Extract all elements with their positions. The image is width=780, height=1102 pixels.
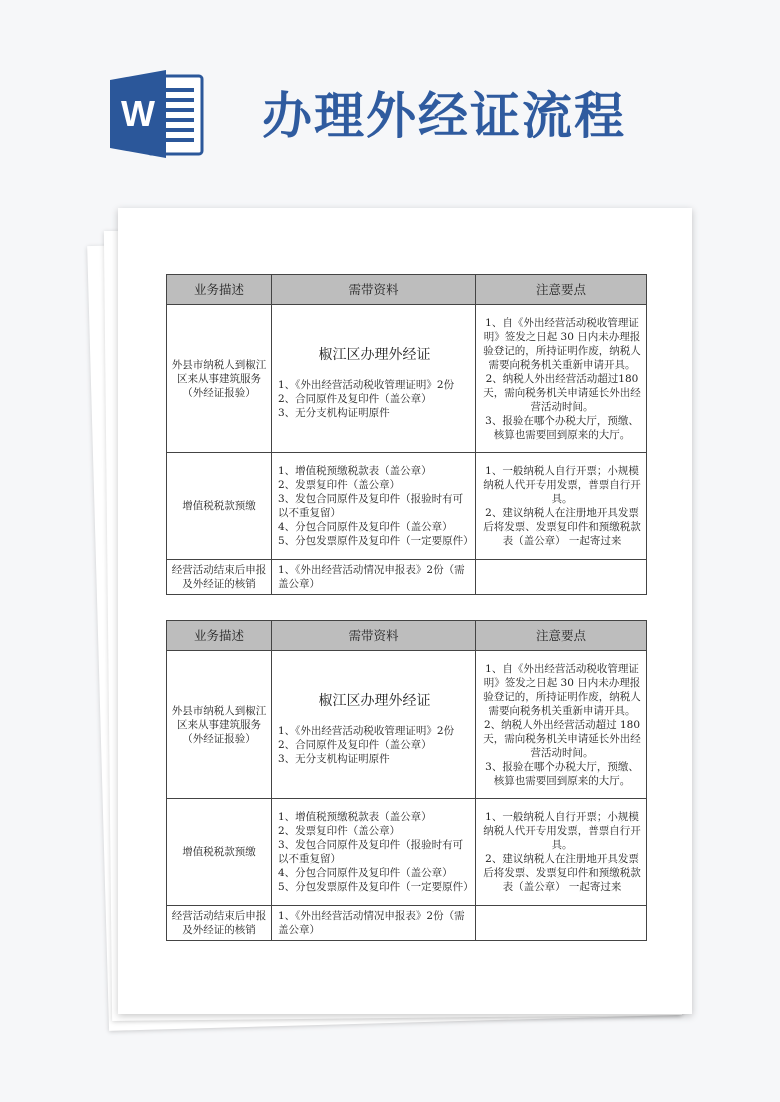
material-item: 3、无分支机构证明原件 bbox=[278, 752, 390, 765]
material-item: 4、分包合同原件及复印件（盖公章） bbox=[278, 867, 453, 879]
material-item: 1、增值税预缴税款表（盖公章） bbox=[278, 811, 432, 823]
materials-cell bbox=[272, 799, 476, 906]
notes-cell bbox=[476, 906, 647, 941]
word-icon bbox=[108, 68, 206, 160]
column-header: 注意要点 bbox=[476, 621, 647, 651]
note-item: 1、一般纳税人自行开票；小规模纳税人代开专用发票，普票自行开具。 bbox=[483, 465, 641, 505]
note-item: 2、建议纳税人在注册地开具发票后将发票、发票复印件和预缴税款表（盖公章） 一起寄过来 bbox=[483, 853, 641, 893]
column-header: 注意要点 bbox=[476, 275, 647, 305]
table-row bbox=[167, 453, 647, 560]
material-item: 2、发票复印件（盖公章） bbox=[278, 825, 401, 837]
material-item: 1、《外出经营活动情况申报表》2份（需盖公章） bbox=[278, 910, 465, 936]
table-header-row bbox=[167, 621, 647, 651]
material-item: 3、发包合同原件及复印件（报验时有可以不重复留） bbox=[278, 493, 464, 519]
material-item: 1、《外出经营活动情况申报表》2份（需盖公章） bbox=[278, 564, 465, 590]
table-row bbox=[167, 560, 647, 595]
column-header: 需带资料 bbox=[272, 275, 476, 305]
note-item: 3、报验在哪个办税大厅，预缴、核算也需要回到原来的大厅。 bbox=[485, 414, 639, 441]
column-header: 业务描述 bbox=[167, 275, 272, 305]
material-item: 5、分包发票原件及复印件（一定要原件） bbox=[278, 881, 474, 893]
page-title: 办理外经证流程 bbox=[262, 87, 626, 145]
table-row bbox=[167, 799, 647, 906]
material-item: 4、分包合同原件及复印件（盖公章） bbox=[278, 521, 453, 533]
note-item: 1、一般纳税人自行开票；小规模纳税人代开专用发票，普票自行开具。 bbox=[483, 811, 641, 851]
notes-cell bbox=[476, 651, 647, 799]
business-description: 外县市纳税人到椒江区来从事建筑服务（外经证报验） bbox=[167, 651, 272, 799]
material-item: 1、增值税预缴税款表（盖公章） bbox=[278, 465, 432, 477]
svg-text:W: W bbox=[121, 93, 155, 134]
business-description: 增值税税款预缴 bbox=[167, 453, 272, 560]
business-description: 经营活动结束后申报及外经证的核销 bbox=[167, 560, 272, 595]
table-row bbox=[167, 651, 647, 799]
process-table bbox=[166, 274, 647, 595]
table-row bbox=[167, 906, 647, 941]
note-item: 3、报验在哪个办税大厅，预缴、核算也需要回到原来的大厅。 bbox=[485, 760, 639, 787]
material-item: 1、《外出经营活动税收管理证明》2份 bbox=[278, 724, 455, 737]
materials-cell bbox=[272, 651, 476, 799]
notes-cell bbox=[476, 560, 647, 595]
note-item: 2、纳税人外出经营活动超过 180 天，需向税务机关申请延长外出经营活动时间。 bbox=[483, 718, 641, 759]
material-item: 2、合同原件及复印件（盖公章） bbox=[278, 392, 432, 405]
business-description: 外县市纳税人到椒江区来从事建筑服务（外经证报验） bbox=[167, 305, 272, 453]
materials-cell bbox=[272, 453, 476, 560]
note-item: 1、自《外出经营活动税收管理证明》签发之日起 30 日内未办理报验登记的，所持证明作废，纳税人需要向税务机关重新申请开具。 bbox=[483, 662, 641, 717]
material-item: 2、发票复印件（盖公章） bbox=[278, 479, 401, 491]
material-item: 1、《外出经营活动税收管理证明》2份 bbox=[278, 378, 455, 391]
material-item: 3、发包合同原件及复印件（报验时有可以不重复留） bbox=[278, 839, 464, 865]
cell-subheading: 椒江区办理外经证 bbox=[318, 346, 431, 363]
material-item: 3、无分支机构证明原件 bbox=[278, 406, 390, 419]
note-item: 2、纳税人外出经营活动超过180天，需向税务机关申请延长外出经营活动时间。 bbox=[483, 372, 641, 413]
note-item: 2、建议纳税人在注册地开具发票后将发票、发票复印件和预缴税款表（盖公章） 一起寄过来 bbox=[483, 507, 641, 547]
materials-cell bbox=[272, 305, 476, 453]
notes-cell bbox=[476, 799, 647, 906]
notes-cell bbox=[476, 305, 647, 453]
table-row bbox=[167, 305, 647, 453]
business-description: 增值税税款预缴 bbox=[167, 799, 272, 906]
materials-cell bbox=[272, 560, 476, 595]
material-item: 5、分包发票原件及复印件（一定要原件） bbox=[278, 535, 474, 547]
materials-cell bbox=[272, 906, 476, 941]
table-header-row bbox=[167, 275, 647, 305]
cell-subheading: 椒江区办理外经证 bbox=[318, 692, 431, 709]
business-description: 经营活动结束后申报及外经证的核销 bbox=[167, 906, 272, 941]
material-item: 2、合同原件及复印件（盖公章） bbox=[278, 738, 432, 751]
process-table bbox=[166, 620, 647, 941]
column-header: 需带资料 bbox=[272, 621, 476, 651]
page-header bbox=[0, 0, 780, 200]
column-header: 业务描述 bbox=[167, 621, 272, 651]
note-item: 1、自《外出经营活动税收管理证明》签发之日起 30 日内未办理报验登记的，所持证明作废，纳税人需要向税务机关重新申请开具。 bbox=[483, 316, 641, 371]
notes-cell bbox=[476, 453, 647, 560]
document-page bbox=[118, 208, 692, 1014]
